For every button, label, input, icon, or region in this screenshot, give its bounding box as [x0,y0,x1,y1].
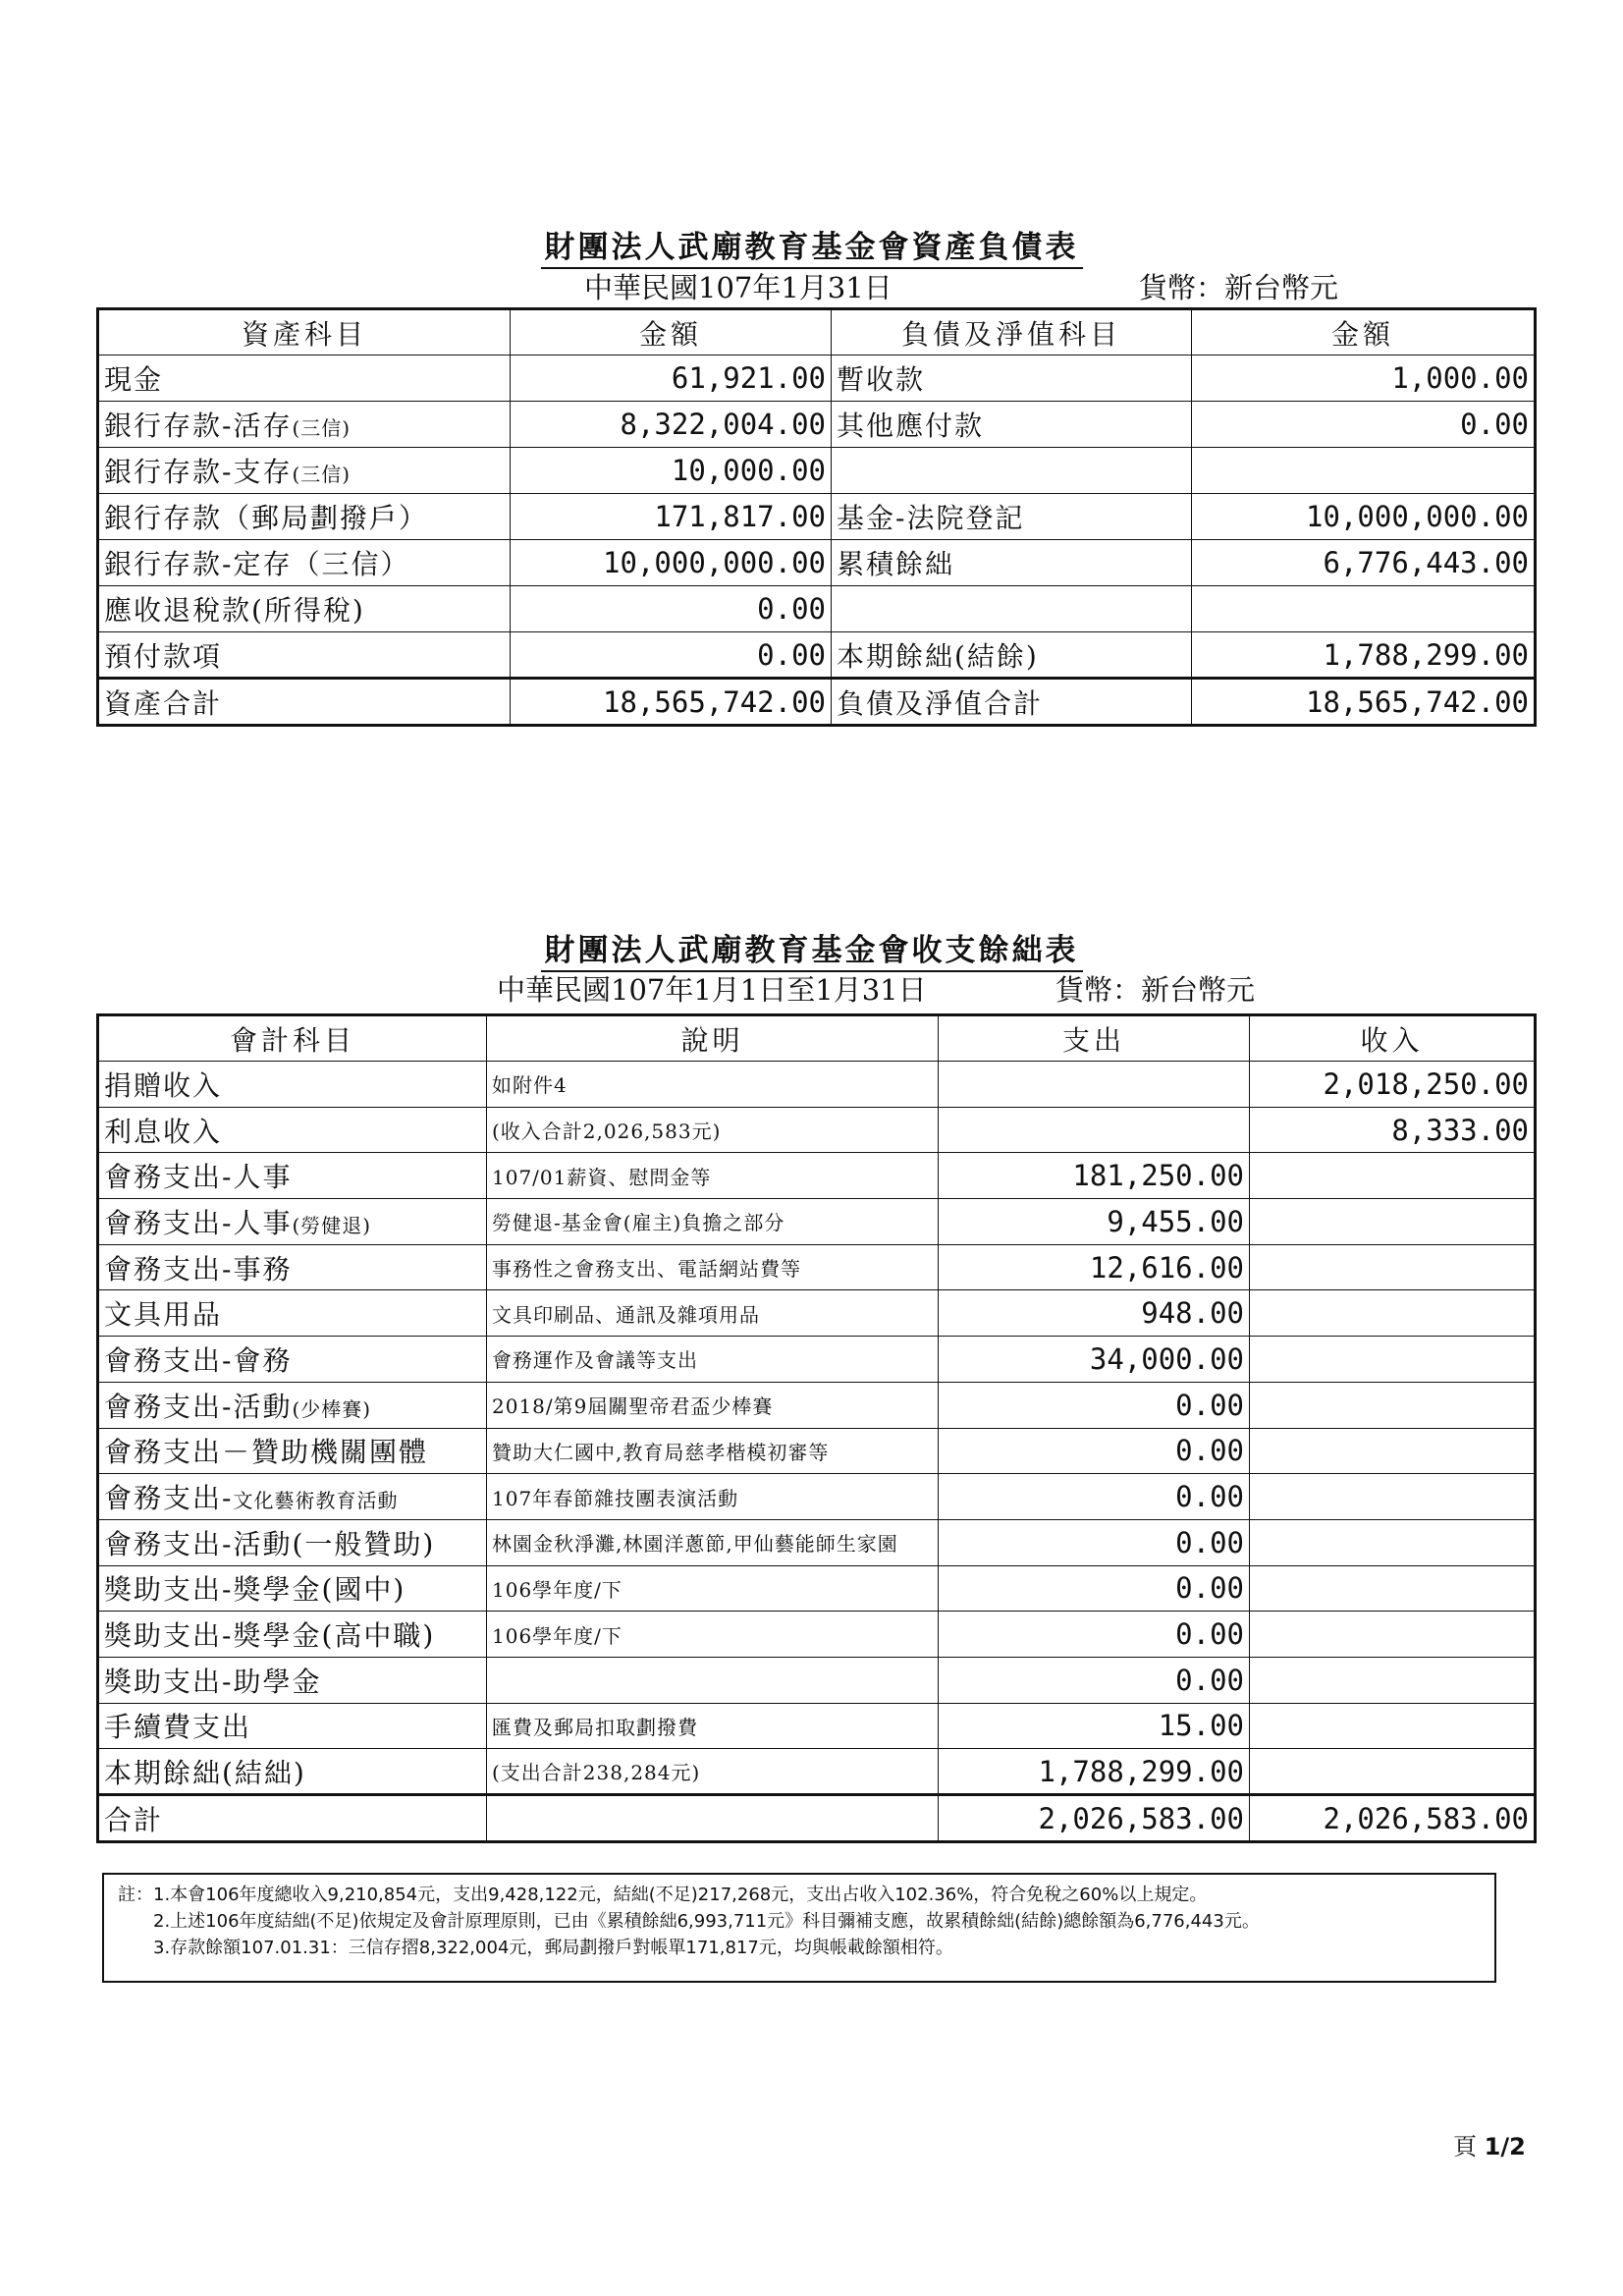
asset-amount: 10,000.00 [511,448,832,494]
account-item [98,1382,487,1428]
table-row [98,1749,1536,1795]
description: 106學年度/下 [487,1565,939,1612]
asset-name [98,494,511,540]
account-item [98,1062,487,1108]
income-amount [1250,1519,1536,1565]
income-amount [1250,1749,1536,1795]
table-row [98,540,1536,586]
table-row [98,1657,1536,1703]
account-item [98,1107,487,1153]
asset-amount: 61,921.00 [511,355,832,402]
asset-amount: 171,817.00 [511,494,832,540]
description: 勞健退-基金會(雇主)負擔之部分 [487,1199,939,1245]
notes-box [102,1873,1496,1983]
account-item-text: 會務支出-人事 [104,1161,293,1194]
table-row [98,355,1536,402]
liability-name [832,586,1192,632]
income-statement-header-row [98,1015,1536,1062]
table-row [98,1474,1536,1520]
account-item-text: 會務支出-活動 [104,1390,293,1423]
expense-amount: 0.00 [939,1382,1250,1428]
account-item-text: 捐贈收入 [104,1068,223,1102]
liability-amount [1192,448,1536,494]
account-item [98,1153,487,1199]
expense-amount: 0.00 [939,1565,1250,1612]
account-item [98,1749,487,1795]
table-row [98,1565,1536,1612]
note-2: 2.上述106年度結絀(不足)依規定及會計原理原則，已由《累積餘絀6,993,711元》科目彌補支應，故累積餘絀(結餘)總餘額為6,776,443元。 [153,1911,1260,1932]
account-item-note: 文化藝術教育活動 [233,1489,399,1513]
expense-amount: 181,250.00 [939,1153,1250,1199]
table-row [98,586,1536,632]
table-row [98,1290,1536,1337]
account-item-text: 會務支出-會務 [104,1343,293,1377]
table-row [98,494,1536,540]
total-asset-label: 資產合計 [98,679,511,726]
table-row [98,1199,1536,1245]
liability-name [832,448,1192,494]
asset-name [98,586,511,632]
account-item-text: 手續費支出 [104,1711,252,1744]
is-header-cell: 收入 [1250,1015,1536,1062]
description: 107/01薪資、慰問金等 [487,1153,939,1199]
liability-amount [1192,586,1536,632]
liability-amount: 1,000.00 [1192,355,1536,402]
account-item-text: 獎助支出-助學金 [104,1665,322,1698]
table-row [98,1153,1536,1199]
asset-name [98,632,511,679]
is-header-cell: 會計科目 [98,1015,487,1062]
total-liability-amount: 18,565,742.00 [1192,679,1536,726]
income-amount [1250,1199,1536,1245]
liability-amount: 10,000,000.00 [1192,494,1536,540]
liability-name: 其他應付款 [832,402,1192,448]
asset-name-text: 應收退稅款(所得稅) [104,594,365,627]
bs-header-cell: 資產科目 [98,309,511,355]
description: 會務運作及會議等支出 [487,1337,939,1383]
income-amount [1250,1428,1536,1474]
income-amount: 8,333.00 [1250,1107,1536,1153]
account-item-text: 會務支出- [104,1482,234,1515]
asset-name [98,355,511,402]
expense-amount: 34,000.00 [939,1337,1250,1383]
description: 106學年度/下 [487,1612,939,1658]
asset-amount: 0.00 [511,586,832,632]
account-item-text: 利息收入 [104,1115,223,1148]
account-item-text: 會務支出－贊助機關團體 [104,1436,429,1469]
account-item-text: 會務支出-人事 [104,1206,293,1239]
expense-amount: 12,616.00 [939,1244,1250,1290]
income-statement-currency: 貨幣：新台幣元 [1055,973,1256,1007]
asset-name-note: (三信) [292,416,352,440]
balance-sheet-header-row [98,309,1536,355]
liability-amount: 6,776,443.00 [1192,540,1536,586]
table-row [98,632,1536,679]
account-item [98,1703,487,1749]
income-amount [1250,1290,1536,1337]
account-item-text: 會務支出-事務 [104,1252,293,1285]
table-row [98,1612,1536,1658]
account-item-text: 獎助支出-獎學金(高中職) [104,1619,436,1653]
asset-name-text: 銀行存款-定存（三信） [104,548,410,580]
bs-header-cell: 金額 [511,309,832,355]
expense-amount: 0.00 [939,1657,1250,1703]
account-item-text: 獎助支出-獎學金(國中) [104,1573,406,1607]
table-row [98,1337,1536,1383]
expense-amount: 15.00 [939,1703,1250,1749]
asset-name [98,448,511,494]
asset-amount: 10,000,000.00 [511,540,832,586]
expense-amount [939,1107,1250,1153]
description: 107年春節雜技團表演活動 [487,1474,939,1520]
liability-amount: 0.00 [1192,402,1536,448]
expense-amount: 1,788,299.00 [939,1749,1250,1795]
table-row [98,448,1536,494]
income-amount [1250,1244,1536,1290]
liability-name: 本期餘絀(結餘) [832,632,1192,679]
asset-amount: 8,322,004.00 [511,402,832,448]
income-amount [1250,1382,1536,1428]
note-1: 註：1.本會106年度總收入9,210,854元，支出9,428,122元，結絀(不足)217,268元，支出占收入102.36%，符合免稅之60%以上規定。 [118,1885,1208,1905]
description: 林園金秋淨灘,林園洋蔥節,甲仙藝能師生家園 [487,1519,939,1565]
income-statement-total-row [98,1795,1536,1842]
account-item [98,1565,487,1612]
account-item-text: 會務支出-活動(一般贊助) [104,1527,436,1560]
asset-name-text: 預付款項 [104,639,223,673]
table-row [98,1062,1536,1108]
balance-sheet-table [96,307,1537,727]
table-row [98,1703,1536,1749]
asset-name-text: 現金 [104,363,164,396]
income-statement-table [96,1013,1537,1843]
asset-name [98,540,511,586]
expense-amount: 948.00 [939,1290,1250,1337]
liability-name: 累積餘絀 [832,540,1192,586]
liability-name: 暫收款 [832,355,1192,402]
account-item [98,1474,487,1520]
page-count: 1/2 [1484,2133,1526,2160]
expense-amount [939,1062,1250,1108]
description [487,1657,939,1703]
note-3: 3.存款餘額107.01.31：三信存摺8,322,004元，郵局劃撥戶對帳單171,817元，均與帳載餘額相符。 [153,1938,953,1958]
asset-name-text: 銀行存款-支存 [104,456,293,488]
table-row [98,402,1536,448]
page-label: 頁 [1453,2133,1477,2160]
total-asset-amount: 18,565,742.00 [511,679,832,726]
account-item [98,1290,487,1337]
balance-sheet-total-row [98,679,1536,726]
account-item [98,1657,487,1703]
expense-amount: 0.00 [939,1612,1250,1658]
expense-amount: 0.00 [939,1474,1250,1520]
is-header-cell: 說明 [487,1015,939,1062]
income-amount [1250,1612,1536,1658]
income-amount [1250,1657,1536,1703]
table-row [98,1519,1536,1565]
account-item [98,1612,487,1658]
table-row [98,1244,1536,1290]
income-amount [1250,1153,1536,1199]
table-row [98,1428,1536,1474]
income-statement-title: 財團法人武廟教育基金會收支餘絀表 [0,925,1623,969]
expense-amount: 0.00 [939,1428,1250,1474]
asset-name-note: (三信) [292,463,352,486]
expense-amount: 0.00 [939,1519,1250,1565]
income-amount [1250,1474,1536,1520]
description: (支出合計238,284元) [487,1749,939,1795]
description: 贊助大仁國中,教育局慈孝楷模初審等 [487,1428,939,1474]
total-liability-label: 負債及淨值合計 [832,679,1192,726]
income-statement-date: 中華民國107年1月1日至1月31日 [497,973,927,1007]
account-item-text: 文具用品 [104,1298,223,1332]
asset-amount: 0.00 [511,632,832,679]
account-item [98,1199,487,1245]
is-header-cell: 支出 [939,1015,1250,1062]
asset-name [98,402,511,448]
description: 如附件4 [487,1062,939,1108]
description: 文具印刷品、通訊及雜項用品 [487,1290,939,1337]
balance-sheet-date: 中華民國107年1月31日 [584,271,893,304]
income-amount: 2,018,250.00 [1250,1062,1536,1108]
liability-name: 基金-法院登記 [832,494,1192,540]
total-expense: 2,026,583.00 [939,1795,1250,1842]
bs-header-cell: 負債及淨值科目 [832,309,1192,355]
account-item-note: (勞健退) [292,1213,372,1237]
table-row [98,1107,1536,1153]
balance-sheet-currency: 貨幣：新台幣元 [1139,271,1339,304]
description: 2018/第9屆關聖帝君盃少棒賽 [487,1382,939,1428]
asset-name-text: 銀行存款（郵局劃撥戶） [104,502,429,534]
account-item [98,1428,487,1474]
description: 匯費及郵局扣取劃撥費 [487,1703,939,1749]
account-item [98,1519,487,1565]
description: 事務性之會務支出、電話網站費等 [487,1244,939,1290]
expense-amount: 9,455.00 [939,1199,1250,1245]
account-item-text: 本期餘絀(結絀) [104,1756,306,1789]
description: (收入合計2,026,583元) [487,1107,939,1153]
balance-sheet-title: 財團法人武廟教育基金會資產負債表 [0,222,1623,266]
account-item [98,1244,487,1290]
liability-amount: 1,788,299.00 [1192,632,1536,679]
page-number [1453,2127,1526,2161]
income-amount [1250,1337,1536,1383]
account-item [98,1337,487,1383]
total-label: 合計 [98,1795,487,1842]
income-amount [1250,1565,1536,1612]
bs-header-cell: 金額 [1192,309,1536,355]
income-amount [1250,1703,1536,1749]
account-item-note: (少棒賽) [292,1396,372,1421]
asset-name-text: 銀行存款-活存 [104,410,293,442]
table-row [98,1382,1536,1428]
total-description [487,1795,939,1842]
total-income: 2,026,583.00 [1250,1795,1536,1842]
